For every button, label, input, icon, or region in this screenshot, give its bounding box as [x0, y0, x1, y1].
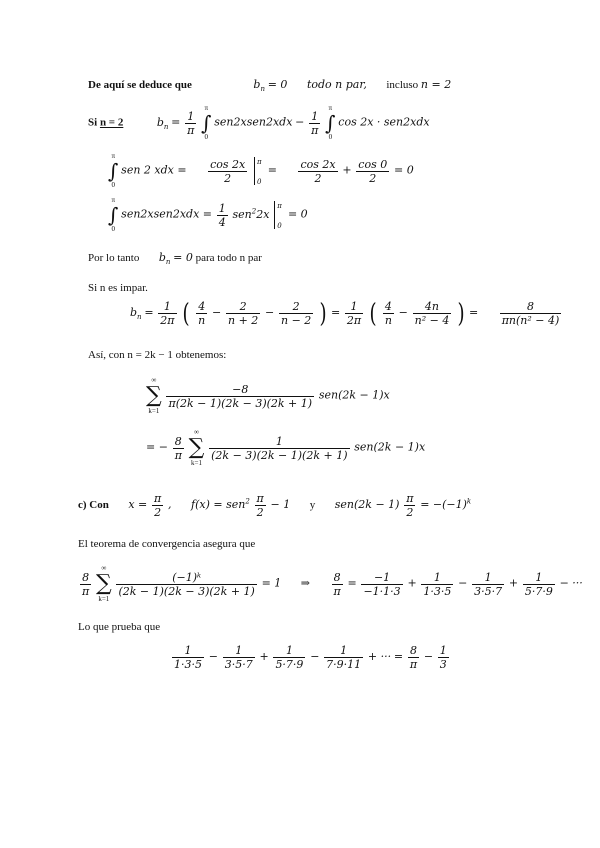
condition-text: para todo n par — [195, 252, 262, 264]
integral-limits: π ∫ 0 — [108, 196, 119, 233]
integral-limits: π ∫ 0 — [108, 152, 119, 189]
evaluation-bar: π 0 — [254, 157, 265, 185]
fraction: $\frac{8}{\pi}$ — [82, 570, 90, 598]
integrand-1: sen2xsen2xdx — [214, 115, 293, 129]
fraction: $\frac{8}{\text{πn(n² − 4)}}$ — [501, 300, 560, 327]
n2-label: n = 2 — [99, 116, 124, 129]
result: = 0 — [393, 163, 414, 177]
bn-symbol: $b_n$ — [253, 78, 265, 94]
left-paren-icon: ( — [369, 298, 377, 329]
integrand: sen2xsen2xdx = — [121, 207, 213, 221]
minus-sign: − — [423, 650, 434, 664]
integral-icon: ∫ — [201, 111, 212, 135]
left-paren-icon: ( — [182, 298, 190, 329]
condition-text: todo n par, — [306, 78, 367, 91]
fraction: $\frac{1}{3\cdot 5\cdot 7}$ — [224, 644, 253, 671]
plus-sign: + — [259, 650, 269, 664]
integral-icon: ∫ — [108, 159, 119, 183]
comma: , — [168, 498, 172, 512]
equals-sign: = — [267, 163, 277, 177]
conclusion-line — [88, 251, 262, 269]
equals-one: = 1 — [261, 576, 282, 590]
fraction: $\frac{1}{5\cdot 7\cdot 9}$ — [275, 644, 304, 671]
n-equals-2: n = 2 — [420, 78, 452, 91]
integral-eval-1 — [108, 152, 414, 190]
conjunction: y — [309, 499, 316, 512]
series-tail: − ··· — [559, 576, 583, 590]
deduction-line — [88, 78, 451, 96]
series-term: $\frac{\text{(−1)ᵏ}}{(2k - 1)(2k - 3)(2k + 1)}$ — [118, 570, 255, 598]
fraction: $\frac{\pi}{2}$ — [154, 492, 162, 519]
minus-one: − 1 — [270, 498, 291, 512]
fraction: $\frac{8}{\pi}$ — [174, 434, 182, 462]
minus-sign: − — [398, 306, 408, 320]
minus-sign: − — [295, 115, 305, 129]
fraction: $\frac{1}{2\pi}$ — [346, 300, 362, 327]
heading-text: El teorema de convergencia asegura que — [78, 538, 256, 550]
series-tail: + ··· — [367, 650, 392, 664]
fraction: $\frac{4}{n}$ — [384, 300, 392, 327]
intro-text: De aquí se deduce que — [88, 79, 192, 91]
sum-limits: ∞ ∑ k=1 — [95, 564, 112, 603]
fraction: $\frac{1}{7\cdot 9\cdot 11}$ — [326, 644, 362, 671]
series-term: $\frac{1}{(2k - 3)(2k - 1)(2k + 1)}$ — [211, 434, 348, 462]
sine-factor: sen(2k − 1)x — [354, 440, 426, 454]
sine-factor: sen(2k − 1)x — [318, 388, 390, 402]
integral-limits: π ∫ 0 — [201, 104, 212, 141]
result: = 0 — [287, 207, 308, 221]
x-assign: x = — [128, 498, 148, 512]
minus-sign: − — [208, 650, 218, 664]
integral-icon: ∫ — [325, 111, 336, 135]
fraction: $\frac{4}{n}$ — [198, 300, 206, 327]
fraction: $\frac{1}{2\pi}$ — [160, 300, 175, 327]
equals-sign: = — [468, 306, 479, 320]
sum-limits: ∞ ∑ k=1 — [188, 428, 205, 467]
integrand: sen 2 xdx = — [121, 163, 187, 177]
fraction: $\frac{8}{\pi}$ — [333, 570, 341, 598]
equals-zero: = 0 — [173, 251, 193, 264]
minus-sign: − — [458, 576, 468, 590]
sum-limits: ∞ ∑ k=1 — [146, 376, 162, 415]
integral-eval-2 — [108, 196, 308, 234]
sigma-icon: ∑ — [188, 435, 205, 460]
substitution-heading — [88, 348, 226, 362]
fraction: $\frac{2}{n - 2}$ — [281, 300, 312, 327]
integrand-2: cos 2x · sen2xdx — [338, 115, 430, 129]
equals-sign: = — [393, 650, 404, 664]
bn-symbol: $b_n$ — [158, 251, 171, 267]
equals-sign: = — [144, 306, 154, 320]
sine-expr: sen(2k − 1) — [334, 498, 400, 512]
minus-sign: − — [212, 306, 222, 320]
fraction: $\frac{4n}{\text{n² − 4}}$ — [414, 300, 450, 327]
minus-sign: − — [310, 650, 320, 664]
fraction: $\frac{8}{\pi}$ — [409, 644, 418, 671]
f-def: f(x) = sen$^2$ — [191, 497, 250, 512]
plus-sign: + — [342, 163, 352, 177]
bn-odd-formula — [130, 300, 563, 327]
fraction: $\frac{1}{1\cdot 3\cdot 5}$ — [423, 570, 452, 598]
fraction: $\frac{1}{3\cdot 5\cdot 7}$ — [474, 570, 503, 598]
fraction: $\frac{1}{1\cdot 3\cdot 5}$ — [174, 644, 202, 671]
fraction-cos: $\frac{\cos 2x}{2}$ — [300, 157, 336, 185]
odd-case-heading — [88, 281, 148, 295]
integral-limits: π ∫ 0 — [325, 104, 336, 141]
final-identity — [170, 644, 451, 671]
fraction: $\frac{2}{n + 2}$ — [227, 300, 259, 327]
right-paren-icon: ) — [457, 298, 465, 329]
plus-sign: + — [508, 576, 519, 590]
convergence-identity — [78, 564, 583, 604]
sine-result: = $-(-1)^k$ — [420, 497, 472, 512]
intro-text: Por lo tanto — [88, 252, 140, 264]
integral-icon: ∫ — [108, 203, 119, 227]
part-c-line — [78, 492, 471, 519]
fraction: $\frac{-1}{-1\cdot 1\cdot 3}$ — [363, 570, 401, 598]
si-label: Si — [88, 116, 98, 129]
incluso-text: incluso — [386, 79, 419, 91]
fraction: $\frac{\pi}{2}$ — [406, 492, 414, 519]
proof-line — [78, 620, 160, 634]
bn-symbol: $b_n$ — [156, 115, 169, 131]
sigma-icon: ∑ — [95, 571, 112, 596]
fraction-cos0: $\frac{\cos 0}{2}$ — [358, 157, 388, 185]
equals-sign: = — [347, 576, 357, 590]
fraction-1-pi: $\frac{1}{\pi}$ — [311, 109, 319, 137]
fraction: $\frac{1}{3}$ — [439, 644, 447, 671]
bn-symbol: $b_n$ — [130, 306, 142, 322]
series-2 — [146, 428, 425, 468]
equals-zero: = 0 — [267, 78, 288, 91]
fraction: $\frac{1}{5\cdot 7\cdot 9}$ — [524, 570, 553, 598]
heading-text: Lo que prueba que — [78, 621, 161, 633]
plus-sign: + — [407, 576, 417, 590]
heading-text: Así, con n = 2k − 1 obtenemos: — [88, 349, 227, 361]
equals-sign: = — [171, 115, 181, 129]
sen-squared: sen$^2$2x — [232, 206, 270, 221]
case-n2-line — [88, 104, 430, 142]
fraction-1-pi: $\frac{1}{\pi}$ — [187, 109, 195, 137]
evaluation-bar: π 0 — [274, 201, 285, 229]
right-paren-icon: ) — [319, 298, 327, 329]
leading-sign: = − — [146, 440, 168, 454]
sigma-icon: ∑ — [146, 383, 162, 408]
series-term: $\frac{-8}{\pi(2k - 1)(2k - 3)(2k + 1)}$ — [168, 382, 313, 410]
minus-sign: − — [265, 306, 275, 320]
theorem-line — [78, 537, 255, 551]
fraction-cos: $\frac{\cos 2x}{2}$ — [210, 157, 246, 185]
fraction-quarter: $\frac{1}{4}$ — [218, 201, 226, 229]
heading-text: Si n es impar. — [88, 282, 148, 294]
implies-icon: ⇒ — [300, 576, 311, 590]
fraction: $\frac{\pi}{2}$ — [256, 492, 264, 519]
part-c-label: c) Con — [78, 499, 109, 512]
equals-sign: = — [330, 306, 341, 320]
series-1 — [146, 376, 390, 416]
